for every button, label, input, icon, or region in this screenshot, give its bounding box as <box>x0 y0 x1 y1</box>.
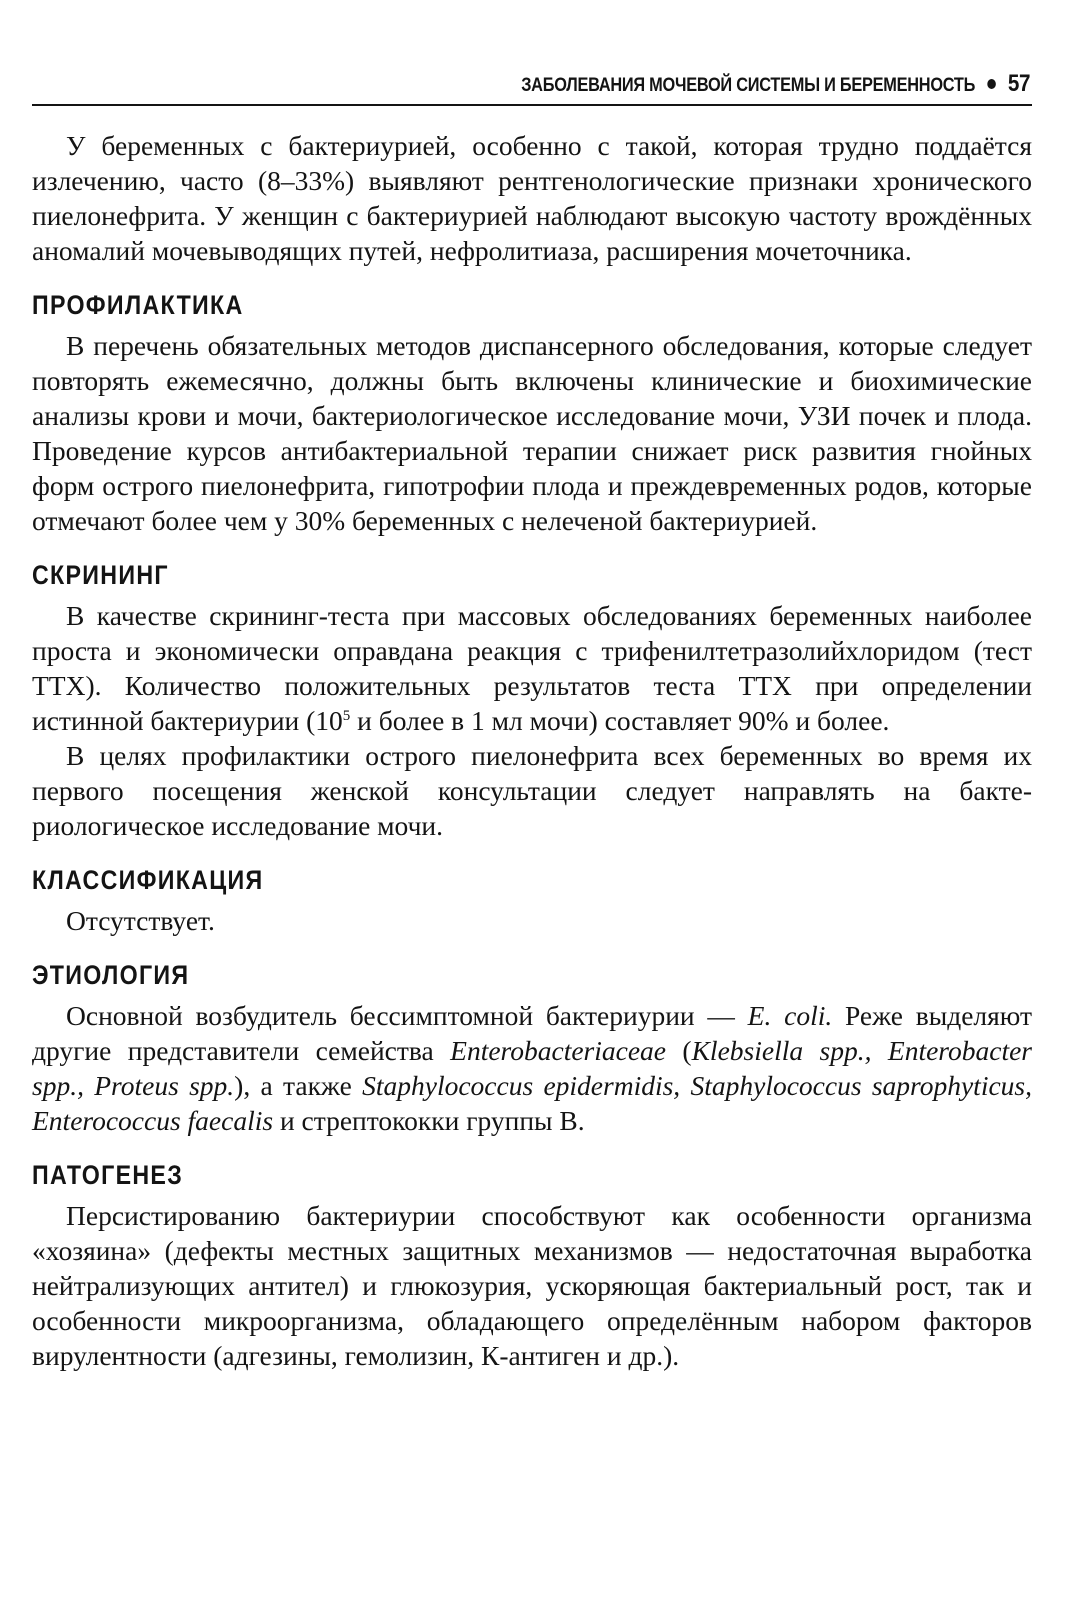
etiology-italic-4: Staphylococcus epidermidis, Staphylococcus saprophyticus, Enterococcus faecalis <box>32 1070 1032 1136</box>
page-body <box>32 128 1032 1373</box>
classification-paragraph: Отсутствует. <box>66 905 215 936</box>
etiology-italic-1: E. coli. <box>747 1000 833 1031</box>
etiology-italic-3: Klebsiella spp., Enterobacter spp., Proteus spp. <box>32 1035 1032 1101</box>
screening-paragraph-2: В целях профилактики острого пиелонефрита всех беременных во время их первого посещения женской консультации следует направлять на бактериологическое исследование мочи. <box>32 740 1032 841</box>
etiology-text-2: Реже выделяют другие представители семейства <box>32 1000 1032 1066</box>
running-title: ЗАБОЛЕВАНИЯ МОЧЕВОЙ СИСТЕМЫ И БЕРЕМЕННОСТЬ <box>521 75 976 96</box>
pathogenesis-heading: ПАТОГЕНЕЗ <box>32 1160 184 1190</box>
screening-text-a: В качестве скрининг-теста при массовых обследованиях беременных наиболее проста и экономически оправдана реакция с трифенилтетразолийхлоридом (тест ТТХ). Количество положительных результатов теста ТТХ при определении истинной бактериурии (10 <box>32 600 1032 736</box>
running-header <box>172 70 1032 96</box>
screening-text-b: и более в 1 мл мочи) составляет 90% и более. <box>350 705 890 736</box>
etiology-section <box>32 958 1032 1138</box>
prophylaxis-section <box>32 288 1032 538</box>
prophylaxis-heading: ПРОФИЛАКТИКА <box>32 290 244 320</box>
screening-section <box>32 558 1032 843</box>
etiology-text-1: Основной возбудитель бессимптомной бактериурии — <box>66 1000 748 1031</box>
header-rule <box>32 104 1032 106</box>
pathogenesis-paragraph: Персистированию бактериурии способствуют как особенности организма «хозяина» (дефекты местных защитных механизмов — недостаточная выработка нейтрализующих антител) и глюкозурия, ускоряющая бактериальный рост, так и особенности микроорганизма, обладающего определённым набором факторов вирулентности (адгезины, гемолизин, К-антиген и др.). <box>32 1200 1032 1371</box>
intro-paragraph: У беременных с бактериурией, особенно с такой, которая трудно поддаётся излечению, часто (8–33%) выявляют рентгенологические признаки хронического пиелонефрита. У женщин с бактериурией наблюдают высокую частоту врождённых аномалий мочевыводящих путей, нефролитиаза, расширения мочеточника. <box>32 130 1032 266</box>
etiology-paragraph <box>32 998 1032 1138</box>
etiology-italic-2: Enterobacteriaceae <box>450 1035 666 1066</box>
screening-heading: СКРИНИНГ <box>32 560 169 590</box>
etiology-text-5: и стрептококки группы В. <box>273 1105 585 1136</box>
pathogenesis-section <box>32 1158 1032 1373</box>
intro-section <box>32 128 1032 268</box>
etiology-heading: ЭТИОЛОГИЯ <box>32 960 190 990</box>
exponent: 5 <box>342 707 351 724</box>
book-page <box>32 70 1032 1373</box>
page-number: 57 <box>1007 70 1031 97</box>
prophylaxis-paragraph: В перечень обязательных методов диспансерного обследования, которые следует повторять ежемесячно, должны быть включены клинические и биохимические анализы крови и мочи, бактериологическое исследование мочи, УЗИ почек и плода. Проведение курсов антибактериальной терапии снижает риск развития гнойных форм острого пиелонефрита, гипотрофии плода и преждевременных родов, которые отмечают более чем у 30% беременных с нелеченой бактериурией. <box>32 330 1032 536</box>
etiology-text-3: ( <box>666 1035 692 1066</box>
etiology-text-4: ), а также <box>234 1070 363 1101</box>
screening-paragraph-1 <box>32 598 1032 738</box>
classification-heading: КЛАССИФИКАЦИЯ <box>32 865 264 895</box>
classification-section <box>32 863 1032 938</box>
bullet-icon <box>987 79 996 89</box>
